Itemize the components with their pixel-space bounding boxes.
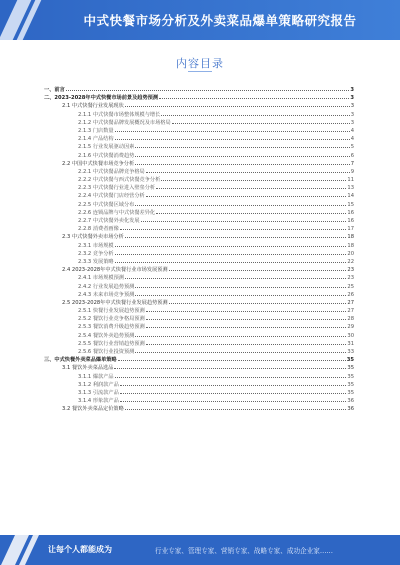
toc-entry-label: 2.4.1 市场规模预测 bbox=[78, 275, 124, 282]
toc-leader-dots bbox=[161, 175, 346, 181]
toc-entry-page: 27 bbox=[347, 299, 354, 306]
toc-entry-label: 2.3.1 市场规模 bbox=[78, 242, 114, 249]
toc-entry[interactable] bbox=[44, 101, 354, 109]
toc-leader-dots bbox=[156, 208, 346, 214]
toc-entry-page: 22 bbox=[347, 258, 354, 265]
toc-entry-label: 3.2 餐饮外卖菜品定价策略 bbox=[62, 406, 124, 413]
toc-leader-dots bbox=[141, 216, 347, 222]
toc-entry[interactable] bbox=[44, 322, 354, 330]
toc-entry-page: 14 bbox=[347, 193, 354, 200]
toc-leader-dots bbox=[120, 380, 347, 386]
toc-entry[interactable] bbox=[44, 306, 354, 314]
toc-entry-page: 16 bbox=[347, 218, 354, 224]
toc-entry-label: 三、中式快餐外卖菜品爆单策略 bbox=[44, 357, 117, 364]
toc-entry-label: 2.5.4 餐饮外卖趋势预测 bbox=[78, 332, 135, 339]
toc-entry-label: 2.1.6 中式快餐消费趋势 bbox=[78, 152, 135, 159]
footer-slogan: 让每个人都能成为 bbox=[48, 545, 112, 554]
header-banner bbox=[0, 0, 400, 40]
toc-entry[interactable] bbox=[44, 134, 354, 142]
toc-entry[interactable] bbox=[44, 298, 354, 306]
toc-entry[interactable] bbox=[44, 314, 354, 322]
toc-entry[interactable] bbox=[44, 85, 354, 93]
toc-entry-page: 23 bbox=[347, 275, 354, 282]
toc-entry[interactable] bbox=[44, 347, 354, 355]
toc-entry[interactable] bbox=[44, 388, 354, 396]
toc-entry[interactable] bbox=[44, 200, 354, 208]
toc-entry-label: 3.1.1 爆款产品 bbox=[78, 373, 114, 380]
toc-entry-page: 35 bbox=[347, 373, 354, 380]
toc-entry-label: 一、前言 bbox=[44, 87, 65, 93]
toc-entry-label: 2.5.3 餐饮消费升级趋势预测 bbox=[78, 324, 145, 331]
toc-entry[interactable] bbox=[44, 404, 354, 412]
toc-entry[interactable] bbox=[44, 282, 354, 290]
toc-entry-label: 2.2.4 中式快餐门店经营分析 bbox=[78, 193, 145, 200]
toc-leader-dots bbox=[146, 306, 347, 312]
toc-entry-page: 29 bbox=[347, 324, 354, 331]
toc-entry-page: 20 bbox=[347, 250, 354, 257]
toc-entry[interactable] bbox=[44, 380, 354, 388]
toc-leader-dots bbox=[135, 331, 346, 337]
toc-entry-page: 27 bbox=[347, 308, 354, 315]
report-title: 中式快餐市场分析及外卖菜品爆单策略研究报告 bbox=[83, 13, 357, 28]
toc-leader-dots bbox=[115, 249, 347, 255]
toc-leader-dots bbox=[115, 134, 350, 140]
toc-entry[interactable] bbox=[44, 183, 354, 191]
toc-leader-dots bbox=[115, 257, 347, 263]
toc-entry-page: 36 bbox=[347, 398, 354, 405]
page-title: 内容目录 bbox=[176, 57, 224, 70]
toc-leader-dots bbox=[169, 265, 347, 271]
toc-leader-dots bbox=[135, 159, 350, 165]
toc-entry-page: 5 bbox=[350, 144, 354, 151]
toc-entry-label: 2.1 中式快餐行业发展现状 bbox=[62, 103, 124, 110]
toc-entry-page: 4 bbox=[350, 136, 354, 143]
toc-entry-label: 2.3.2 竞争分析 bbox=[78, 250, 114, 257]
toc-entry-label: 二、2023-2028年中式快餐市场前景及趋势预测 bbox=[44, 95, 159, 102]
toc-leader-dots bbox=[156, 183, 346, 189]
toc-leader-dots bbox=[161, 110, 349, 116]
toc-entry-label: 2.4.3 未来市场竞争预测 bbox=[78, 291, 135, 298]
toc-entry-label: 2.2.1 中式快餐品牌竞争格局 bbox=[78, 168, 145, 175]
toc-leader-dots bbox=[125, 101, 350, 107]
toc-entry-label: 2.5.6 餐饮行业投资预测 bbox=[78, 349, 135, 355]
toc-entry[interactable] bbox=[44, 372, 354, 380]
toc-entry-label: 3.1 餐饮外卖菜品选品 bbox=[62, 365, 114, 372]
toc-entry[interactable] bbox=[44, 396, 354, 404]
toc-entry-label: 2.5.1 快餐行业发展趋势预测 bbox=[78, 308, 145, 315]
toc-entry[interactable] bbox=[44, 265, 354, 273]
toc-entry[interactable] bbox=[44, 110, 354, 118]
toc-leader-dots bbox=[120, 388, 347, 394]
toc-entry-page: 28 bbox=[347, 316, 354, 323]
toc-leader-dots bbox=[115, 126, 350, 132]
footer-subtitle: 行业专家、管理专家、营销专家、战略专家、成功企业家…… bbox=[155, 547, 334, 555]
toc-leader-dots bbox=[146, 314, 347, 320]
toc-entry-label: 2.2 中国中式快餐市场竞争分析 bbox=[62, 160, 135, 167]
toc-leader-dots bbox=[135, 200, 346, 206]
toc-entry-page: 25 bbox=[347, 283, 354, 290]
toc-entry-label: 2.2.2 中式快餐与西式快餐竞争分析 bbox=[78, 177, 161, 184]
toc-leader-dots bbox=[159, 93, 349, 99]
toc-leader-dots bbox=[172, 118, 350, 124]
toc-leader-dots bbox=[114, 363, 346, 369]
toc-leader-dots bbox=[135, 142, 349, 148]
toc-entry[interactable] bbox=[44, 93, 354, 101]
toc-entry-page: 3 bbox=[350, 119, 354, 126]
toc-entry[interactable] bbox=[44, 363, 354, 371]
toc-entry-label: 2.2.8 消费者画像 bbox=[78, 226, 119, 233]
toc-leader-dots bbox=[125, 232, 347, 238]
toc-entry[interactable] bbox=[44, 273, 354, 281]
toc-entry-label: 2.5 2023-2028年中式快餐行业发展趋势预测 bbox=[62, 299, 168, 306]
toc-entry[interactable] bbox=[44, 175, 354, 183]
toc-leader-dots bbox=[135, 290, 346, 296]
toc-entry-page: 3 bbox=[350, 87, 354, 93]
toc-entry-page: 35 bbox=[347, 365, 354, 372]
toc-entry[interactable] bbox=[44, 224, 354, 232]
toc-leader-dots bbox=[66, 85, 350, 91]
toc-entry[interactable] bbox=[44, 151, 354, 159]
toc-entry-page: 35 bbox=[347, 381, 354, 388]
toc-entry-label: 3.1.4 形象款产品 bbox=[78, 398, 119, 405]
toc-entry-page: 13 bbox=[347, 185, 354, 192]
toc-entry[interactable] bbox=[44, 167, 354, 175]
toc-entry-page: 3 bbox=[350, 111, 354, 118]
toc-entry-page: 11 bbox=[347, 177, 354, 184]
toc-leader-dots bbox=[146, 167, 350, 173]
toc-entry-label: 2.4 2023-2028年中式快餐行业市场发展预测 bbox=[62, 267, 168, 274]
toc-entry[interactable] bbox=[44, 241, 354, 249]
toc-leader-dots bbox=[115, 372, 347, 378]
toc-entry-label: 2.2.7 中式快餐外卖化发展 bbox=[78, 218, 140, 224]
toc-leader-dots bbox=[146, 322, 347, 328]
toc-leader-dots bbox=[169, 298, 347, 304]
toc-leader-dots bbox=[125, 273, 346, 279]
footer-banner bbox=[0, 535, 400, 565]
toc-entry[interactable] bbox=[44, 232, 354, 240]
table-of-contents bbox=[44, 85, 354, 413]
toc-entry-label: 2.1.2 中式快餐品牌发展概况及市场格局 bbox=[78, 119, 171, 126]
toc-entry-page: 3 bbox=[350, 103, 354, 110]
toc-leader-dots bbox=[125, 404, 347, 410]
toc-entry[interactable] bbox=[44, 118, 354, 126]
toc-entry[interactable] bbox=[44, 355, 354, 363]
toc-entry-page: 33 bbox=[347, 349, 354, 355]
toc-entry-page: 30 bbox=[347, 332, 354, 339]
toc-leader-dots bbox=[135, 347, 346, 353]
toc-entry-page: 17 bbox=[347, 226, 354, 233]
toc-entry-label: 2.1.1 中式快餐市场整体规模与增长 bbox=[78, 111, 161, 118]
toc-entry-label: 2.5.2 餐饮行业竞争格局预测 bbox=[78, 316, 145, 323]
toc-entry[interactable] bbox=[44, 331, 354, 339]
toc-entry[interactable] bbox=[44, 142, 354, 150]
toc-entry-label: 2.2.5 中式快餐区域分布 bbox=[78, 201, 135, 208]
toc-entry[interactable] bbox=[44, 290, 354, 298]
toc-entry-label: 2.4.2 行业发展趋势预测 bbox=[78, 283, 135, 290]
toc-leader-dots bbox=[120, 224, 347, 230]
toc-entry-page: 3 bbox=[350, 95, 354, 102]
toc-entry-page: 35 bbox=[347, 389, 354, 396]
toc-entry-page: 4 bbox=[350, 127, 354, 134]
toc-entry-page: 26 bbox=[347, 291, 354, 298]
toc-entry-label: 2.2.6 连锁品牌与中式快餐差异化 bbox=[78, 209, 156, 216]
toc-leader-dots bbox=[115, 241, 347, 247]
toc-entry[interactable] bbox=[44, 208, 354, 216]
toc-entry-label: 2.2.3 中式快餐行业进入壁垒分析 bbox=[78, 185, 156, 192]
toc-entry[interactable] bbox=[44, 159, 354, 167]
toc-entry[interactable] bbox=[44, 216, 354, 224]
toc-entry[interactable] bbox=[44, 339, 354, 347]
toc-entry-label: 3.1.3 引流款产品 bbox=[78, 389, 119, 396]
toc-entry[interactable] bbox=[44, 126, 354, 134]
toc-leader-dots bbox=[135, 151, 349, 157]
toc-entry-page: 9 bbox=[350, 168, 354, 175]
toc-entry-page: 6 bbox=[350, 152, 354, 159]
toc-entry-page: 31 bbox=[347, 340, 354, 347]
toc-entry-page: 23 bbox=[347, 267, 354, 274]
toc-entry-label: 2.5.5 餐饮行业营销趋势预测 bbox=[78, 340, 145, 347]
toc-leader-dots bbox=[118, 355, 346, 361]
toc-entry-label: 2.1.3 门店数量 bbox=[78, 127, 114, 134]
toc-leader-dots bbox=[135, 282, 346, 288]
toc-entry-label: 2.3.3 发展策略 bbox=[78, 258, 114, 265]
toc-entry-page: 16 bbox=[347, 209, 354, 216]
toc-entry-label: 2.3 中式快餐外卖市场分析 bbox=[62, 234, 124, 241]
toc-entry[interactable] bbox=[44, 257, 354, 265]
toc-entry-page: 18 bbox=[347, 242, 354, 249]
toc-entry[interactable] bbox=[44, 191, 354, 199]
toc-leader-dots bbox=[146, 339, 347, 345]
toc-entry-page: 18 bbox=[347, 234, 354, 241]
toc-entry-page: 36 bbox=[347, 406, 354, 413]
toc-entry-page: 35 bbox=[346, 357, 354, 364]
toc-entry-label: 3.1.2 利润款产品 bbox=[78, 381, 119, 388]
toc-entry-page: 15 bbox=[347, 201, 354, 208]
toc-leader-dots bbox=[120, 396, 347, 402]
toc-entry-page: 7 bbox=[350, 160, 354, 167]
toc-entry[interactable] bbox=[44, 249, 354, 257]
title-underline bbox=[188, 71, 212, 72]
toc-entry-label: 2.1.5 行业发展驱动因素 bbox=[78, 144, 135, 151]
toc-leader-dots bbox=[146, 191, 347, 197]
toc-entry-label: 2.1.4 产品结构 bbox=[78, 136, 114, 143]
